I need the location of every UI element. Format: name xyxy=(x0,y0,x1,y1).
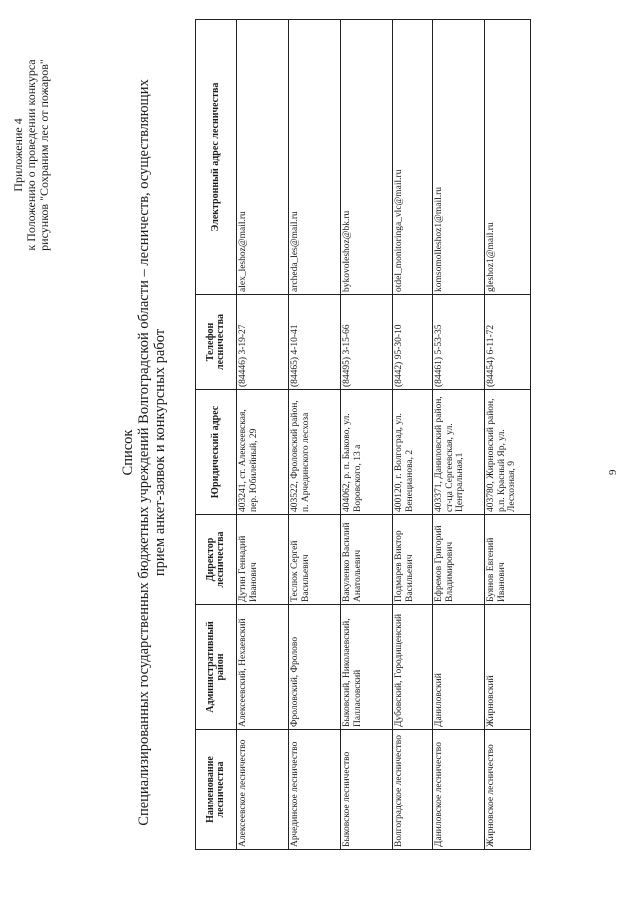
cell-phone: (84461) 5-53-35 xyxy=(433,295,485,390)
table-header-row xyxy=(196,20,237,850)
cell-address: 400120, г. Волгоград, ул. Венецианова, 2 xyxy=(393,390,433,515)
forestry-table xyxy=(195,19,531,850)
header-director: Директор лесничества xyxy=(196,515,237,605)
cell-email: bykovoleshoz@bk.ru xyxy=(341,20,393,295)
header-phone: Телефон лесничества xyxy=(196,295,237,390)
cell-district: Быковский, Николаевский, Палласовский xyxy=(341,605,393,730)
cell-email: alex_leshoz@mail.ru xyxy=(237,20,289,295)
table-row xyxy=(393,20,433,850)
cell-phone: (8442) 95-30-10 xyxy=(393,295,433,390)
cell-name: Жирновское лесничество xyxy=(485,730,531,850)
cell-phone: (84465) 4-10-41 xyxy=(289,295,341,390)
cell-phone: (84446) 3-19-27 xyxy=(237,295,289,390)
table-row xyxy=(485,20,531,850)
cell-email: otdel_monitoringa_vlc@mail.ru xyxy=(393,20,433,295)
appendix-line-1: Приложение 4 xyxy=(11,118,25,192)
appendix-line-3: рисунков "Сохраним лес от пожаров" xyxy=(37,59,51,251)
cell-district: Алексеевский, Нехаевский xyxy=(237,605,289,730)
cell-director: Теслюк Сергей Васильевич xyxy=(289,515,341,605)
header-district: Административный район xyxy=(196,605,237,730)
cell-address: 403241, ст. Алексеевская, пер. Юбилейный, 29 xyxy=(237,390,289,515)
cell-name: Даниловское лесничество xyxy=(433,730,485,850)
header-name: Наименование лесничества xyxy=(196,730,237,850)
title-line-2: Специализированных государственных бюджетных учреждений Волгоградской области – лесничеств, осуществляющих xyxy=(136,79,152,826)
title-line-3: прием анкет-заявок и конкурсных работ xyxy=(152,328,168,577)
table-row xyxy=(341,20,393,850)
appendix-line-2: к Положению о проведении конкурса xyxy=(24,59,38,251)
cell-phone: (84454) 6-11-72 xyxy=(485,295,531,390)
cell-district: Жирновский xyxy=(485,605,531,730)
cell-director: Подмарев Виктор Васильевич xyxy=(393,515,433,605)
header-email: Электронный адрес лесничества xyxy=(196,20,237,295)
title-line-1: Список xyxy=(120,429,136,476)
cell-director: Дутин Геннадий Иванович xyxy=(237,515,289,605)
appendix-note xyxy=(12,5,51,305)
cell-email: archeda_les@mail.ru xyxy=(289,20,341,295)
cell-address: 403371, Даниловский район, ст-ца Сергеевская, ул. Центральная,1 xyxy=(433,390,485,515)
cell-director: Вакуленко Василий Анатольевич xyxy=(341,515,393,605)
cell-email: gleshoz1@mail.ru xyxy=(485,20,531,295)
cell-address: 403780, Жирновский район, р.п. Красный Яр, ул. Лесхозная, 9 xyxy=(485,390,531,515)
header-address: Юридический адрес xyxy=(196,390,237,515)
cell-district: Фроловский, Фролово xyxy=(289,605,341,730)
cell-director: Ефремов Григорий Владимирович xyxy=(433,515,485,605)
cell-address: 404062, р. п. Быково, ул. Воровского, 13 а xyxy=(341,390,393,515)
page-number: 9 xyxy=(607,469,619,475)
cell-address: 403522, Фроловский район, п. Арчединского лесхоза xyxy=(289,390,341,515)
cell-email: komsomolleshoz1@mail.ru xyxy=(433,20,485,295)
table-row xyxy=(433,20,485,850)
cell-name: Алексеевское лесничество xyxy=(237,730,289,850)
cell-name: Волгоградское лесничество xyxy=(393,730,433,850)
cell-district: Дубовский, Городищенский xyxy=(393,605,433,730)
cell-district: Даниловский xyxy=(433,605,485,730)
cell-name: Арчединское лесничество xyxy=(289,730,341,850)
table-row xyxy=(237,20,289,850)
document-title xyxy=(120,30,168,875)
cell-name: Быковское лесничество xyxy=(341,730,393,850)
table-row xyxy=(289,20,341,850)
cell-phone: (84495) 3-15-66 xyxy=(341,295,393,390)
cell-director: Буянов Евгений Иванович xyxy=(485,515,531,605)
